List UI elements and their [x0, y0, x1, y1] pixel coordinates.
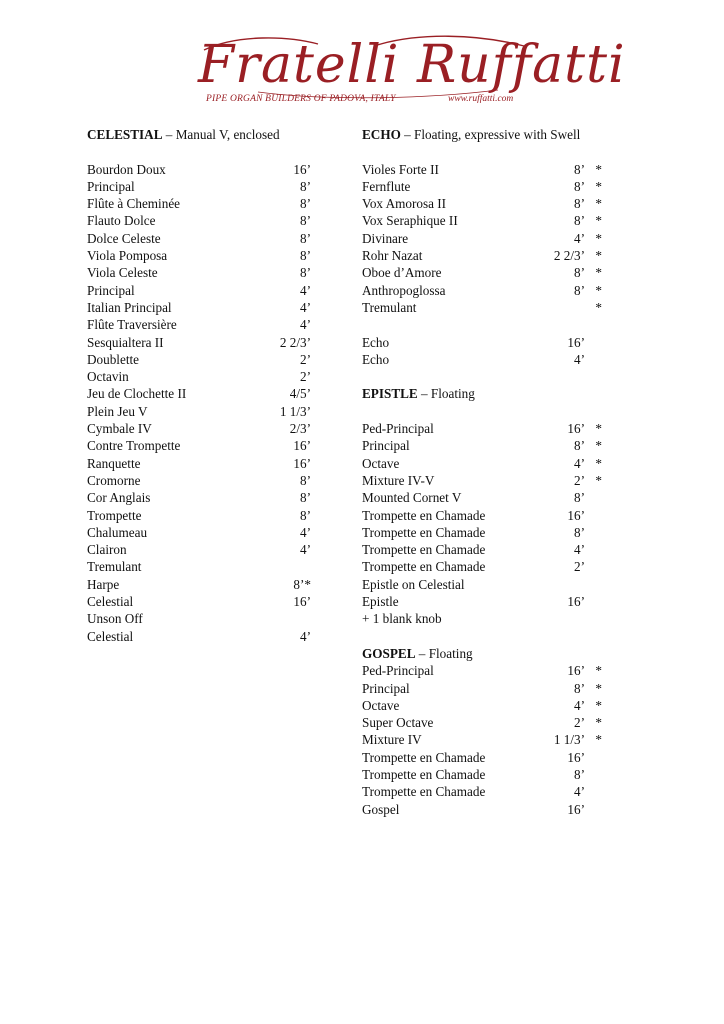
stop-row	[87, 524, 327, 541]
stop-name: Epistle	[362, 594, 399, 610]
stop-pitch: 8’*	[293, 576, 311, 592]
stop-star: *	[595, 732, 602, 748]
stop-pitch: 2’	[300, 351, 311, 367]
stop-row	[362, 766, 622, 783]
right-column	[362, 126, 622, 818]
stop-row	[362, 593, 622, 610]
stop-pitch: 2’	[574, 472, 585, 488]
stop-row	[87, 576, 327, 593]
stop-name: Trompette en Chamade	[362, 559, 486, 575]
stop-name: + 1 blank knob	[362, 611, 442, 627]
stop-row	[362, 731, 622, 748]
stop-name: Celestial	[87, 628, 134, 644]
stop-star: *	[595, 680, 602, 696]
stop-name: Octavin	[87, 369, 129, 385]
stop-pitch: 4’	[300, 524, 311, 540]
stop-pitch: 8’	[574, 196, 585, 212]
stop-star: *	[595, 213, 602, 229]
stop-name: Principal	[87, 282, 135, 298]
stop-name: Sesquialtera II	[87, 334, 164, 350]
letterhead	[0, 0, 724, 112]
stop-row	[362, 680, 622, 697]
stop-pitch: 8’	[574, 178, 585, 194]
stop-name: Plein Jeu V	[87, 403, 148, 419]
stop-name: Ped-Principal	[362, 663, 434, 679]
stop-star: *	[595, 697, 602, 713]
stop-pitch: 4’	[300, 282, 311, 298]
stop-row	[362, 576, 622, 593]
echo-stop-list	[362, 161, 622, 317]
echo-title: ECHO	[362, 127, 401, 142]
stop-pitch: 4’	[574, 455, 585, 471]
stop-row	[362, 420, 622, 437]
stop-pitch: 8’	[300, 213, 311, 229]
stop-row	[87, 195, 327, 212]
stop-star: *	[595, 663, 602, 679]
stop-row	[87, 472, 327, 489]
stop-name: Viola Celeste	[87, 265, 158, 281]
stop-row	[362, 541, 622, 558]
stop-row	[362, 264, 622, 281]
stop-name: Trompette en Chamade	[362, 507, 486, 523]
stop-row	[362, 558, 622, 575]
stop-star: *	[595, 248, 602, 264]
stop-row	[87, 558, 327, 575]
stop-pitch: 4’	[574, 230, 585, 246]
epistle-title: EPISTLE	[362, 386, 418, 402]
stop-pitch: 8’	[574, 438, 585, 454]
stop-name: Fernflute	[362, 178, 411, 194]
stop-row	[362, 212, 622, 229]
stop-pitch: 16’	[293, 455, 311, 471]
stop-row	[362, 489, 622, 506]
stop-pitch: 2’	[574, 715, 585, 731]
stop-pitch: 2 2/3’	[553, 248, 585, 264]
stop-name: Mixture IV-V	[362, 472, 435, 488]
celestial-stop-list	[87, 161, 327, 645]
stop-row	[362, 334, 622, 351]
stop-row	[87, 368, 327, 385]
stop-pitch: 1 1/3’	[279, 403, 311, 419]
stop-row	[362, 697, 622, 714]
stop-pitch: 4’	[574, 542, 585, 558]
stop-name: Echo	[362, 334, 390, 350]
stop-name: Gospel	[362, 801, 400, 817]
stop-pitch: 8’	[300, 178, 311, 194]
stop-pitch: 4’	[574, 697, 585, 713]
website-link[interactable]: www.ruffatti.com	[448, 94, 514, 104]
stop-name: Principal	[362, 438, 410, 454]
stop-row	[87, 385, 327, 402]
stop-pitch: 8’	[574, 265, 585, 281]
stop-star: *	[595, 299, 602, 315]
stop-pitch: 16’	[567, 507, 585, 523]
stop-row	[362, 662, 622, 679]
stop-name: Ranquette	[87, 455, 141, 471]
stop-row	[87, 593, 327, 610]
stop-name: Trompette en Chamade	[362, 784, 486, 800]
stop-star: *	[595, 178, 602, 194]
stop-row	[87, 299, 327, 316]
stop-name: Tremulant	[87, 559, 142, 575]
stop-pitch: 8’	[574, 766, 585, 782]
stop-pitch: 1 1/3’	[553, 732, 585, 748]
stop-row	[87, 403, 327, 420]
stop-name: Mixture IV	[362, 732, 422, 748]
gospel-stop-list	[362, 662, 622, 818]
stop-pitch: 4’	[300, 542, 311, 558]
stop-row	[362, 195, 622, 212]
stop-row	[87, 247, 327, 264]
stop-pitch: 4’	[300, 317, 311, 333]
stop-name: Octave	[362, 697, 400, 713]
gospel-title: GOSPEL	[362, 645, 416, 661]
stop-pitch: 16’	[567, 334, 585, 350]
stop-row	[362, 282, 622, 299]
stop-name: Ped-Principal	[362, 421, 434, 437]
stop-row	[87, 628, 327, 645]
stop-name: Vox Seraphique II	[362, 213, 458, 229]
stop-name: Rohr Nazat	[362, 248, 423, 264]
stop-star: *	[595, 472, 602, 488]
stop-row	[362, 351, 622, 368]
logo-wordmark: Fratelli Ruffatti	[198, 35, 626, 95]
stop-row	[87, 212, 327, 229]
stop-name: Oboe d’Amore	[362, 265, 442, 281]
stop-name: Flûte à Cheminée	[87, 196, 181, 212]
stop-row	[362, 230, 622, 247]
stop-star: *	[595, 421, 602, 437]
stop-row	[87, 351, 327, 368]
stop-pitch: 16’	[567, 801, 585, 817]
echo-heading	[362, 126, 622, 143]
stop-row	[87, 282, 327, 299]
stop-pitch: 2’	[300, 369, 311, 385]
stop-pitch: 4’	[300, 628, 311, 644]
stop-row	[87, 610, 327, 627]
stop-pitch: 8’	[300, 472, 311, 488]
tagline: PIPE ORGAN BUILDERS OF PADOVA, ITALY	[206, 94, 396, 104]
stop-row	[362, 455, 622, 472]
stop-pitch: 4/5’	[289, 386, 311, 402]
stop-row	[362, 178, 622, 195]
stop-star: *	[595, 230, 602, 246]
stop-pitch: 2 2/3’	[279, 334, 311, 350]
stop-pitch: 8’	[300, 490, 311, 506]
stop-pitch: 8’	[300, 248, 311, 264]
stop-pitch: 8’	[574, 524, 585, 540]
stop-row	[362, 247, 622, 264]
stop-row	[362, 437, 622, 454]
stop-row	[87, 264, 327, 281]
stop-name: Echo	[362, 351, 390, 367]
echo-subtitle: – Floating, expressive with Swell	[400, 127, 581, 142]
stop-name: Celestial	[87, 594, 134, 610]
stop-name: Unson Off	[87, 611, 143, 627]
stop-row	[362, 801, 622, 818]
stop-row	[362, 507, 622, 524]
stop-name: Mounted Cornet V	[362, 490, 462, 506]
stop-star: *	[595, 438, 602, 454]
stop-name: Chalumeau	[87, 524, 148, 540]
echo-coupler-list	[362, 334, 622, 369]
stop-star: *	[595, 161, 602, 177]
stop-row	[362, 610, 622, 627]
gospel-subtitle: – Floating	[415, 645, 473, 661]
stop-name: Violes Forte II	[362, 161, 439, 177]
stop-name: Doublette	[87, 351, 140, 367]
stop-name: Contre Trompette	[87, 438, 181, 454]
stop-name: Jeu de Clochette II	[87, 386, 187, 402]
stop-pitch: 2/3’	[289, 421, 311, 437]
stop-name: Flûte Traversière	[87, 317, 177, 333]
stop-row	[87, 230, 327, 247]
celestial-title: CELESTIAL	[87, 127, 163, 142]
stop-pitch: 8’	[574, 490, 585, 506]
stop-name: Trompette	[87, 507, 142, 523]
stop-row	[87, 541, 327, 558]
stop-star: *	[595, 282, 602, 298]
stop-row	[362, 299, 622, 316]
stop-pitch: 8’	[300, 507, 311, 523]
stop-pitch: 8’	[574, 680, 585, 696]
stop-row	[87, 437, 327, 454]
stop-name: Bourdon Doux	[87, 161, 166, 177]
stop-name: Cromorne	[87, 472, 141, 488]
stop-star: *	[595, 715, 602, 731]
stop-row	[87, 507, 327, 524]
stop-pitch: 16’	[567, 594, 585, 610]
stop-pitch: 16’	[567, 421, 585, 437]
stop-row	[87, 178, 327, 195]
stop-name: Trompette en Chamade	[362, 524, 486, 540]
stop-row	[87, 489, 327, 506]
celestial-heading	[87, 126, 327, 143]
stop-row	[362, 161, 622, 178]
stop-name: Principal	[362, 680, 410, 696]
stop-pitch: 8’	[300, 196, 311, 212]
stop-name: Octave	[362, 455, 400, 471]
stop-name: Flauto Dolce	[87, 213, 156, 229]
gospel-heading	[362, 645, 622, 662]
stop-pitch: 8’	[574, 282, 585, 298]
stop-row	[362, 472, 622, 489]
stop-pitch: 16’	[293, 438, 311, 454]
stop-row	[362, 714, 622, 731]
stop-pitch: 16’	[567, 663, 585, 679]
epistle-heading	[362, 385, 622, 402]
stop-row	[87, 161, 327, 178]
stop-name: Italian Principal	[87, 299, 172, 315]
epistle-subtitle: – Floating	[417, 386, 475, 402]
stop-pitch: 16’	[567, 749, 585, 765]
celestial-subtitle: – Manual V, enclosed	[162, 127, 280, 142]
stop-name: Epistle on Celestial	[362, 576, 465, 592]
stop-pitch: 8’	[300, 230, 311, 246]
stop-name: Harpe	[87, 576, 120, 592]
stop-star: *	[595, 196, 602, 212]
stop-name: Divinare	[362, 230, 409, 246]
stop-row	[87, 316, 327, 333]
stop-row	[362, 749, 622, 766]
stop-name: Anthropoglossa	[362, 282, 446, 298]
stop-name: Super Octave	[362, 715, 434, 731]
stop-name: Vox Amorosa II	[362, 196, 447, 212]
stop-name: Dolce Celeste	[87, 230, 161, 246]
ruffatti-logo	[198, 30, 626, 100]
stop-row	[87, 420, 327, 437]
stop-row	[87, 455, 327, 472]
stop-star: *	[595, 265, 602, 281]
stop-pitch: 4’	[300, 299, 311, 315]
stop-pitch: 4’	[574, 351, 585, 367]
stop-name: Tremulant	[362, 299, 417, 315]
stop-name: Cymbale IV	[87, 421, 152, 437]
stop-star: *	[595, 455, 602, 471]
stop-pitch: 8’	[300, 265, 311, 281]
stop-name: Trompette en Chamade	[362, 766, 486, 782]
stop-name: Principal	[87, 178, 135, 194]
stop-row	[362, 524, 622, 541]
stop-pitch: 16’	[293, 161, 311, 177]
stop-name: Cor Anglais	[87, 490, 151, 506]
stop-name: Trompette en Chamade	[362, 749, 486, 765]
stop-pitch: 16’	[293, 594, 311, 610]
celestial-division	[87, 126, 327, 645]
stop-pitch: 2’	[574, 559, 585, 575]
stop-row	[362, 783, 622, 800]
stop-name: Trompette en Chamade	[362, 542, 486, 558]
stop-row	[87, 334, 327, 351]
stop-pitch: 8’	[574, 213, 585, 229]
stop-name: Clairon	[87, 542, 127, 558]
stop-pitch: 4’	[574, 784, 585, 800]
epistle-stop-list	[362, 420, 622, 628]
stop-name: Viola Pomposa	[87, 248, 168, 264]
stop-pitch: 8’	[574, 161, 585, 177]
